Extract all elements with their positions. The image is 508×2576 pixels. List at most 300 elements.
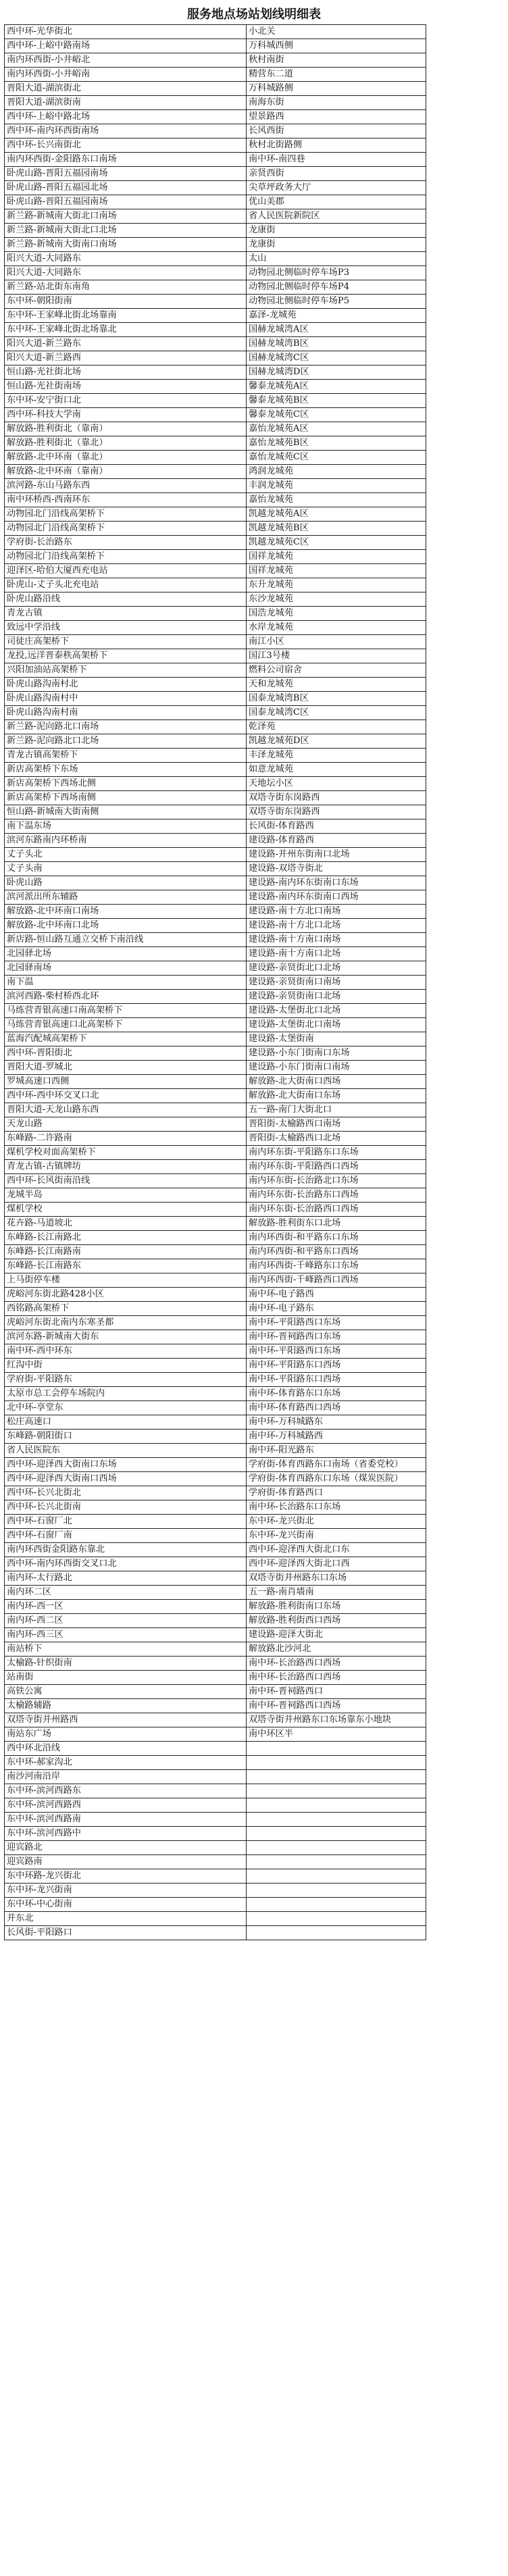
table-row — [5, 805, 426, 819]
cell-site-left: 解放路-北中环南口北场 — [5, 919, 247, 933]
cell-site-left: 西中环-西中环交叉口北 — [5, 1089, 247, 1103]
table-row — [5, 1174, 426, 1188]
table-row — [5, 791, 426, 805]
cell-site-left: 东中环-中心街南 — [5, 1898, 247, 1912]
cell-site-left: 西中环-晋阳街北 — [5, 1046, 247, 1061]
table-row — [5, 252, 426, 266]
table-row — [5, 394, 426, 408]
table-row — [5, 465, 426, 479]
cell-site-right: 南中环-万科城路东 — [247, 1415, 426, 1430]
cell-site-left: 天龙山路 — [5, 1117, 247, 1132]
table-row — [5, 1415, 426, 1430]
table-row — [5, 1699, 426, 1713]
cell-site-left: 省人民医院东 — [5, 1444, 247, 1458]
cell-site-left: 新店高架桥下西场北侧 — [5, 777, 247, 791]
cell-site-left: 卧虎山-丈子头北充电站 — [5, 578, 247, 592]
cell-site-right: 建设路-亲贤街南口南场 — [247, 976, 426, 990]
cell-site-left: 并东北 — [5, 1912, 247, 1926]
table-row — [5, 1032, 426, 1046]
table-row — [5, 1529, 426, 1543]
cell-site-right: 学府街-体育西路东口东场（煤炭医院） — [247, 1472, 426, 1486]
table-row — [5, 635, 426, 649]
cell-site-left: 西中环-科技大学南 — [5, 408, 247, 422]
cell-site-right: 西中环-迎泽西大街北口西 — [247, 1557, 426, 1571]
table-row — [5, 1600, 426, 1614]
cell-site-left: 蓝海汽配城高架桥下 — [5, 1032, 247, 1046]
cell-site-right: 解放路-北大街南口西场 — [247, 1075, 426, 1089]
table-row — [5, 238, 426, 252]
cell-site-left: 虎峪河东街北路428小区 — [5, 1288, 247, 1302]
cell-site-right: 学府街-体育路西口 — [247, 1486, 426, 1500]
cell-site-left: 西中环-长兴北街南 — [5, 1500, 247, 1515]
cell-site-right: 南中环-平阳路西口东场 — [247, 1344, 426, 1359]
cell-site-left: 西中环-南内环西街交叉口北 — [5, 1557, 247, 1571]
cell-site-left: 虎峪河东街北南内东寒圣都 — [5, 1316, 247, 1330]
cell-site-left: 新兰路-站北街东南角 — [5, 280, 247, 295]
cell-site-right: 南中环-晋祠路西口东场 — [247, 1330, 426, 1344]
table-row — [5, 1784, 426, 1798]
table-row — [5, 167, 426, 181]
table-row — [5, 763, 426, 777]
cell-site-left: 阳兴大道-新兰路东 — [5, 337, 247, 351]
table-row — [5, 777, 426, 791]
cell-site-left: 龙城半岛 — [5, 1188, 247, 1203]
cell-site-right: 龙康街 — [247, 238, 426, 252]
cell-site-right: 晋阳街-太榆路西口南场 — [247, 1117, 426, 1132]
cell-site-right: 南中环-电子路西 — [247, 1288, 426, 1302]
cell-site-left: 罗城高速口西侧 — [5, 1075, 247, 1089]
cell-site-left: 恒山路-光社街南场 — [5, 380, 247, 394]
table-row — [5, 1330, 426, 1344]
cell-site-left: 西中环-光华街北 — [5, 25, 247, 39]
cell-site-left: 西中环-迎泽西大街南口西场 — [5, 1472, 247, 1486]
cell-site-right — [247, 1926, 426, 1940]
cell-site-left: 西中环-石窗厂南 — [5, 1529, 247, 1543]
table-row — [5, 734, 426, 749]
cell-site-left: 东中环路-龙兴街北 — [5, 1869, 247, 1884]
cell-site-left: 西中环-南内环西街南场 — [5, 124, 247, 138]
table-row — [5, 720, 426, 734]
table-row — [5, 1430, 426, 1444]
table-row — [5, 933, 426, 947]
cell-site-left: 卧虎山路-晋阳五福园北场 — [5, 181, 247, 195]
table-row — [5, 621, 426, 635]
cell-site-left: 东中环-滨河西路中 — [5, 1827, 247, 1841]
cell-site-right: 国泰龙城湾C区 — [247, 706, 426, 720]
table-row — [5, 309, 426, 323]
cell-site-right: 南内环东街-长治路西口西场 — [247, 1203, 426, 1217]
cell-site-right — [247, 1827, 426, 1841]
table-row — [5, 1316, 426, 1330]
cell-site-left: 学府街-长治路东 — [5, 536, 247, 550]
cell-site-right: 解放路-北大街南口东场 — [247, 1089, 426, 1103]
table-row — [5, 1827, 426, 1841]
cell-site-left: 东中环-滨河西路西 — [5, 1798, 247, 1813]
cell-site-left: 动物园北门沿线高架桥下 — [5, 507, 247, 522]
table-row — [5, 1231, 426, 1245]
cell-site-right: 天和龙城苑 — [247, 678, 426, 692]
cell-site-right — [247, 1784, 426, 1798]
table-row — [5, 1245, 426, 1259]
cell-site-right — [247, 1855, 426, 1869]
cell-site-right: 南中环区半 — [247, 1727, 426, 1742]
cell-site-right: 凯越龙城苑C区 — [247, 536, 426, 550]
table-row — [5, 181, 426, 195]
cell-site-right: 南中环-长治路西口西场 — [247, 1657, 426, 1671]
cell-site-left: 西中环北沿线 — [5, 1742, 247, 1756]
cell-site-right: 动物园北侧临时停车场P3 — [247, 266, 426, 280]
table-row — [5, 209, 426, 224]
table-row — [5, 82, 426, 96]
table-row — [5, 663, 426, 678]
cell-site-left: 滨河路-东山马路东西 — [5, 479, 247, 493]
cell-site-left: 南内环西街金阳路东靠北 — [5, 1543, 247, 1557]
cell-site-right: 国赫龙城湾C区 — [247, 351, 426, 365]
cell-site-left: 解放路-胜利街北（靠北） — [5, 436, 247, 451]
table-row — [5, 749, 426, 763]
table-row — [5, 862, 426, 876]
cell-site-right: 五一路-南门大街北口 — [247, 1103, 426, 1117]
table-row — [5, 1685, 426, 1699]
cell-site-left: 青龙古镇 — [5, 607, 247, 621]
table-row — [5, 1869, 426, 1884]
cell-site-left: 南内环-西二区 — [5, 1614, 247, 1628]
cell-site-right: 南中环-长治路西口西场 — [247, 1671, 426, 1685]
cell-site-right: 双塔寺街并州路东口东场 — [247, 1571, 426, 1586]
cell-site-left: 新店高架桥下东场 — [5, 763, 247, 777]
cell-site-right: 建设路-太堡街北口南场 — [247, 1018, 426, 1032]
cell-site-right: 南内环西街-和平路东口西场 — [247, 1245, 426, 1259]
cell-site-right: 乾泽苑 — [247, 720, 426, 734]
cell-site-right: 动物园北侧临时停车场P5 — [247, 295, 426, 309]
table-row — [5, 578, 426, 592]
cell-site-left: 上马街停车楼 — [5, 1273, 247, 1288]
cell-site-right: 建设路-南十方北口南场 — [247, 905, 426, 919]
cell-site-left: 南下温 — [5, 976, 247, 990]
cell-site-left: 西中环-上峪中路南场 — [5, 39, 247, 53]
cell-site-right: 嘉泽-龙城苑 — [247, 309, 426, 323]
table-row — [5, 1571, 426, 1586]
cell-site-right: 国泰龙城湾B区 — [247, 692, 426, 706]
cell-site-right: 解放路北沙河北 — [247, 1642, 426, 1657]
table-row — [5, 550, 426, 564]
cell-site-right: 太山 — [247, 252, 426, 266]
table-row — [5, 1642, 426, 1657]
cell-site-left: 煤机学校对面高架桥下 — [5, 1146, 247, 1160]
table-row — [5, 96, 426, 110]
cell-site-left: 卧虎山路沟南村北 — [5, 678, 247, 692]
cell-site-left: 南内环二区 — [5, 1586, 247, 1600]
table-row — [5, 451, 426, 465]
table-row — [5, 224, 426, 238]
table-row — [5, 706, 426, 720]
table-row — [5, 1884, 426, 1898]
cell-site-left: 马练营青银高速口北高架桥下 — [5, 1018, 247, 1032]
table-row — [5, 1217, 426, 1231]
table-row — [5, 1273, 426, 1288]
table-row — [5, 522, 426, 536]
table-row — [5, 1671, 426, 1685]
cell-site-right: 五一路-南肖墙南 — [247, 1586, 426, 1600]
cell-site-right: 建设路-南十方南口南场 — [247, 933, 426, 947]
cell-site-left: 花卉路-马道坡北 — [5, 1217, 247, 1231]
cell-site-left: 解放路-北中环南（靠南） — [5, 465, 247, 479]
cell-site-right — [247, 1813, 426, 1827]
table-row — [5, 1557, 426, 1571]
cell-site-right: 双塔寺街东岗路西 — [247, 805, 426, 819]
table-row — [5, 607, 426, 621]
table-row — [5, 1387, 426, 1401]
cell-site-right: 万科城路侧 — [247, 82, 426, 96]
table-row — [5, 678, 426, 692]
cell-site-left: 滨河东路南内环桥南 — [5, 834, 247, 848]
table-row — [5, 337, 426, 351]
table-row — [5, 1898, 426, 1912]
table-body — [5, 25, 426, 1940]
cell-site-left: 晋阳大道-罗城北 — [5, 1061, 247, 1075]
cell-site-left: 动物园北门沿线高架桥下 — [5, 550, 247, 564]
table-row — [5, 536, 426, 550]
cell-site-right: 南内环西街-和平路东口东场 — [247, 1231, 426, 1245]
cell-site-right: 南内环东街-长治路东口西场 — [247, 1188, 426, 1203]
table-row — [5, 436, 426, 451]
cell-site-right: 国浩龙城苑 — [247, 607, 426, 621]
table-row — [5, 1004, 426, 1018]
cell-site-right: 建设路-亲贤街南口北场 — [247, 990, 426, 1004]
table-row — [5, 1657, 426, 1671]
cell-site-left: 新兰路-泥向路北口北场 — [5, 734, 247, 749]
cell-site-left: 西铭路高架桥下 — [5, 1302, 247, 1316]
cell-site-left: 西中环-迎泽西大街南口东场 — [5, 1458, 247, 1472]
cell-site-left: 站南街 — [5, 1671, 247, 1685]
cell-site-right — [247, 1798, 426, 1813]
cell-site-right: 南中环-长治路东口东场 — [247, 1500, 426, 1515]
cell-site-right: 丰润龙城苑 — [247, 479, 426, 493]
site-table — [4, 24, 426, 1940]
cell-site-right: 国赫龙城湾B区 — [247, 337, 426, 351]
cell-site-right: 望景路西 — [247, 110, 426, 124]
table-row — [5, 1841, 426, 1855]
cell-site-right: 嘉怡龙城苑 — [247, 493, 426, 507]
table-row — [5, 1912, 426, 1926]
cell-site-right: 国赫龙城湾A区 — [247, 323, 426, 337]
cell-site-right: 水岸龙城苑 — [247, 621, 426, 635]
cell-site-left: 南内环-西一区 — [5, 1600, 247, 1614]
table-row — [5, 68, 426, 82]
cell-site-right: 长风街-体育路西 — [247, 819, 426, 834]
cell-site-right: 晋阳街-太榆路西口北场 — [247, 1132, 426, 1146]
cell-site-left: 丈子头南 — [5, 862, 247, 876]
table-row — [5, 848, 426, 862]
cell-site-right: 尖草坪政务大厅 — [247, 181, 426, 195]
cell-site-left: 司徒庄高架桥下 — [5, 635, 247, 649]
table-row — [5, 1259, 426, 1273]
cell-site-left: 太榆路辅路 — [5, 1699, 247, 1713]
cell-site-left: 恒山路-光社街北场 — [5, 365, 247, 380]
cell-site-right: 南内环西街-千峰路西口西场 — [247, 1273, 426, 1288]
cell-site-right: 建设路-体育路西 — [247, 834, 426, 848]
cell-site-left: 丈子头北 — [5, 848, 247, 862]
cell-site-left: 阳兴大道-大同路东 — [5, 266, 247, 280]
page-title: 服务地点场站划线明细表 — [187, 7, 321, 22]
cell-site-right: 国江3号楼 — [247, 649, 426, 663]
cell-site-right: 天地坛小区 — [247, 777, 426, 791]
cell-site-right — [247, 1869, 426, 1884]
cell-site-right: 建设路-太堡街南 — [247, 1032, 426, 1046]
cell-site-right: 建设路-南内环东街南口西场 — [247, 890, 426, 905]
cell-site-right: 南中环-晋祠路西口西场 — [247, 1699, 426, 1713]
cell-site-right: 南中环-电子路东 — [247, 1302, 426, 1316]
table-row — [5, 1103, 426, 1117]
cell-site-right: 双塔寺街并州路东口东场靠东小地块 — [247, 1713, 426, 1727]
table-row — [5, 479, 426, 493]
cell-site-right: 南内环西街-千峰路东口东场 — [247, 1259, 426, 1273]
cell-site-left: 太原市总工会停车场院内 — [5, 1387, 247, 1401]
cell-site-right: 建设路-南内环东街南口东场 — [247, 876, 426, 890]
cell-site-right: 南中环-平阳路西口东场 — [247, 1316, 426, 1330]
table-row — [5, 890, 426, 905]
cell-site-left: 松庄高速口 — [5, 1415, 247, 1430]
table-row — [5, 961, 426, 976]
table-row — [5, 422, 426, 436]
cell-site-left: 卧虎山路-晋阳五福园南场 — [5, 195, 247, 209]
cell-site-left: 晋阳大道-湖滨街北 — [5, 82, 247, 96]
cell-site-right: 解放路-胜利街东口北场 — [247, 1217, 426, 1231]
table-row — [5, 408, 426, 422]
table-row — [5, 1614, 426, 1628]
cell-site-right: 精营东二道 — [247, 68, 426, 82]
cell-site-left: 双塔寺街并州路西 — [5, 1713, 247, 1727]
cell-site-left: 解放路-北中环南口南场 — [5, 905, 247, 919]
cell-site-right: 建设路-南十方南口北场 — [247, 947, 426, 961]
cell-site-left: 恒山路-新城南大街南侧 — [5, 805, 247, 819]
cell-site-left: 太榆路-针织街南 — [5, 1657, 247, 1671]
table-row — [5, 1018, 426, 1032]
table-row — [5, 919, 426, 933]
cell-site-left: 青龙古镇高架桥下 — [5, 749, 247, 763]
cell-site-left: 东中环-朝阳街南 — [5, 295, 247, 309]
table-row — [5, 1302, 426, 1316]
cell-site-right: 建设路-双塔寺街北 — [247, 862, 426, 876]
cell-site-right: 建设路-亲贤街北口北场 — [247, 961, 426, 976]
table-row — [5, 365, 426, 380]
cell-site-right: 南中环-南四巷 — [247, 153, 426, 167]
cell-site-right: 丰泽龙城苑 — [247, 749, 426, 763]
cell-site-left: 滨河东路-新城南大街东 — [5, 1330, 247, 1344]
table-row — [5, 53, 426, 68]
cell-site-left: 南内环西街-小井峪南 — [5, 68, 247, 82]
cell-site-left: 马练营青银高速口南高架桥下 — [5, 1004, 247, 1018]
cell-site-left: 迎泽区-哈伯大厦西充电站 — [5, 564, 247, 578]
table-row — [5, 493, 426, 507]
cell-site-left: 东中环-龙兴街南 — [5, 1884, 247, 1898]
cell-site-right: 解放路-胜利街西口西场 — [247, 1614, 426, 1628]
table-row — [5, 564, 426, 578]
cell-site-left: 煤机学校 — [5, 1203, 247, 1217]
cell-site-right: 南中环-平阳路东口西场 — [247, 1359, 426, 1373]
cell-site-left: 北园驿南场 — [5, 961, 247, 976]
cell-site-right: 南内环东街-平阳路东口东场 — [247, 1146, 426, 1160]
cell-site-right — [247, 1841, 426, 1855]
cell-site-right: 凯越龙城苑D区 — [247, 734, 426, 749]
table-row — [5, 295, 426, 309]
table-row — [5, 1727, 426, 1742]
cell-site-left: 西中环-石窗厂北 — [5, 1515, 247, 1529]
table-row — [5, 976, 426, 990]
cell-site-right: 东升龙城苑 — [247, 578, 426, 592]
cell-site-right: 国祥龙城苑 — [247, 550, 426, 564]
cell-site-right: 国祥龙城苑 — [247, 564, 426, 578]
cell-site-left: 高铁公寓 — [5, 1685, 247, 1699]
cell-site-right: 建设路-南十方北口北场 — [247, 919, 426, 933]
table-row — [5, 1770, 426, 1784]
cell-site-left: 兴阳加油站高架桥下 — [5, 663, 247, 678]
table-row — [5, 1344, 426, 1359]
table-row — [5, 1458, 426, 1472]
table-row — [5, 280, 426, 295]
cell-site-right: 长风西街 — [247, 124, 426, 138]
cell-site-left: 西中环-长兴北街北 — [5, 1486, 247, 1500]
cell-site-left: 卧虎山路沿线 — [5, 592, 247, 607]
cell-site-right: 南中环-体育路东口东场 — [247, 1387, 426, 1401]
cell-site-right — [247, 1770, 426, 1784]
cell-site-right: 动物园北侧临时停车场P4 — [247, 280, 426, 295]
cell-site-left: 西中环-长风街南沿线 — [5, 1174, 247, 1188]
cell-site-right: 凯越龙城苑A区 — [247, 507, 426, 522]
cell-site-right: 西中环-迎泽西大街北口东 — [247, 1543, 426, 1557]
cell-site-right: 建设路-小东门街南口南场 — [247, 1061, 426, 1075]
cell-site-left: 西中环-上峪中路北场 — [5, 110, 247, 124]
cell-site-right: 馨泰龙城苑C区 — [247, 408, 426, 422]
table-row — [5, 1472, 426, 1486]
cell-site-left: 南内环-西三区 — [5, 1628, 247, 1642]
cell-site-left: 新兰路-新城南大街北口南场 — [5, 209, 247, 224]
cell-site-left: 南中环-西中环东 — [5, 1344, 247, 1359]
cell-site-right: 南中环-晋祠路西口 — [247, 1685, 426, 1699]
table-row — [5, 819, 426, 834]
table-row — [5, 834, 426, 848]
cell-site-right — [247, 1912, 426, 1926]
cell-site-left: 致远中学沿线 — [5, 621, 247, 635]
cell-site-right: 优山美郡 — [247, 195, 426, 209]
cell-site-right: 南中环-体育路西口西场 — [247, 1401, 426, 1415]
table-row — [5, 138, 426, 153]
cell-site-right — [247, 1884, 426, 1898]
cell-site-right — [247, 1898, 426, 1912]
table-row — [5, 1628, 426, 1642]
table-row — [5, 1500, 426, 1515]
cell-site-right: 建设路-太堡街北口北场 — [247, 1004, 426, 1018]
cell-site-right: 南中环-阳光路东 — [247, 1444, 426, 1458]
cell-site-right — [247, 1742, 426, 1756]
cell-site-right: 建设路-小东门街南口东场 — [247, 1046, 426, 1061]
table-row — [5, 592, 426, 607]
cell-site-right: 亲贤西街 — [247, 167, 426, 181]
cell-site-left: 东峰路-朝阳街口 — [5, 1430, 247, 1444]
table-row — [5, 649, 426, 663]
cell-site-left: 南沙河南沿岸 — [5, 1770, 247, 1784]
table-row — [5, 110, 426, 124]
table-row — [5, 323, 426, 337]
table-row — [5, 380, 426, 394]
cell-site-left: 东中环-滨河西路南 — [5, 1813, 247, 1827]
table-row — [5, 1713, 426, 1727]
cell-site-left: 长风街-平阳路口 — [5, 1926, 247, 1940]
table-row — [5, 947, 426, 961]
cell-site-left: 东峰路-长江南路北 — [5, 1231, 247, 1245]
cell-site-left: 卧虎山路沟南村中 — [5, 692, 247, 706]
table-row — [5, 1288, 426, 1302]
